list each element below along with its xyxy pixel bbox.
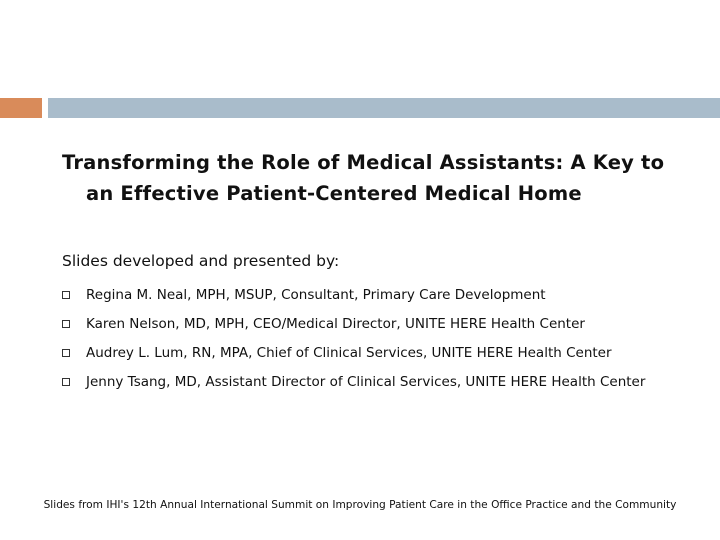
slide-subtitle: Slides developed and presented by: xyxy=(62,252,340,270)
presenter-text: Jenny Tsang, MD, Assistant Director of Clinical Services, UNITE HERE Health Center xyxy=(86,373,646,390)
list-item xyxy=(62,367,645,396)
accent-bar xyxy=(0,98,42,118)
square-bullet-icon xyxy=(62,320,70,328)
square-bullet-icon xyxy=(62,378,70,386)
square-bullet-icon xyxy=(62,291,70,299)
list-item xyxy=(62,309,645,338)
header-bar xyxy=(48,98,720,118)
presenter-text: Karen Nelson, MD, MPH, CEO/Medical Director, UNITE HERE Health Center xyxy=(86,315,585,332)
list-item xyxy=(62,280,645,309)
presenter-text: Regina M. Neal, MPH, MSUP, Consultant, Primary Care Development xyxy=(86,286,546,303)
square-bullet-icon xyxy=(62,349,70,357)
slide-footer: Slides from IHI's 12th Annual International Summit on Improving Patient Care in the Office Practice and the Community xyxy=(43,499,677,511)
presenter-text: Audrey L. Lum, RN, MPA, Chief of Clinical Services, UNITE HERE Health Center xyxy=(86,344,612,361)
presenter-list xyxy=(62,280,645,396)
slide-title: Transforming the Role of Medical Assistants: A Key to an Effective Patient-Centered Medical Home xyxy=(62,151,665,205)
list-item xyxy=(62,338,645,367)
